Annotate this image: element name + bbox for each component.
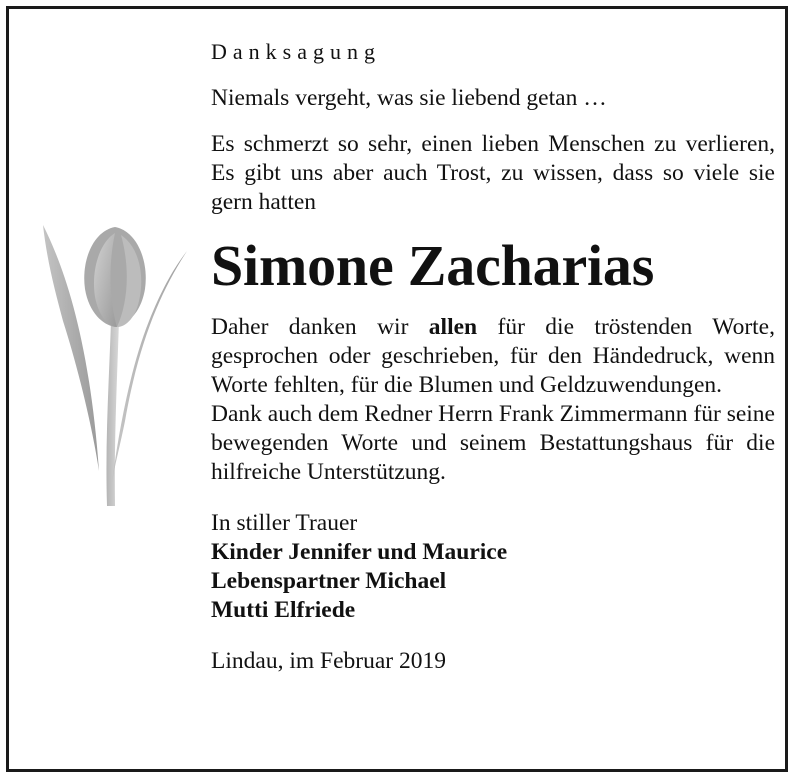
signer-item: Mutti Elfriede (211, 597, 356, 623)
notice-frame (6, 6, 788, 772)
notice-heading: Danksagung (211, 39, 381, 64)
deceased-name: Simone Zacharias (211, 233, 655, 298)
thanks-second-paragraph: Dank auch dem Redner Herrn Frank Zimmermann für seine bewegenden Worte und seinem Bestattungshaus für die hilfreiche Unterstützung. (211, 401, 775, 485)
intro-text: Es schmerzt so sehr, einen lieben Menschen zu verlieren, Es gibt uns aber auch Trost, zu wissen, dass so viele sie gern hatten (211, 131, 775, 215)
mourning-line: In stiller Trauer (211, 510, 358, 536)
thanks-emphasis: allen (428, 314, 478, 340)
tulip-icon (41, 221, 191, 511)
notice-content (211, 37, 775, 676)
signers-list (211, 538, 775, 625)
motto-text: Niemals vergeht, was sie liebend getan … (211, 85, 607, 111)
signer-item: Kinder Jennifer und Maurice (211, 539, 508, 565)
place-date: Lindau, im Februar 2019 (211, 648, 446, 674)
thanks-rest: für die tröstenden Worte, gesprochen oder geschrieben, für den Händedruck, wenn Worte fehlten, für die Blumen und Geldzuwendungen. (211, 314, 775, 398)
signer-item: Lebenspartner Michael (211, 568, 447, 594)
thanks-prefix: Daher danken wir (211, 314, 429, 340)
thanks-paragraph (211, 313, 775, 400)
